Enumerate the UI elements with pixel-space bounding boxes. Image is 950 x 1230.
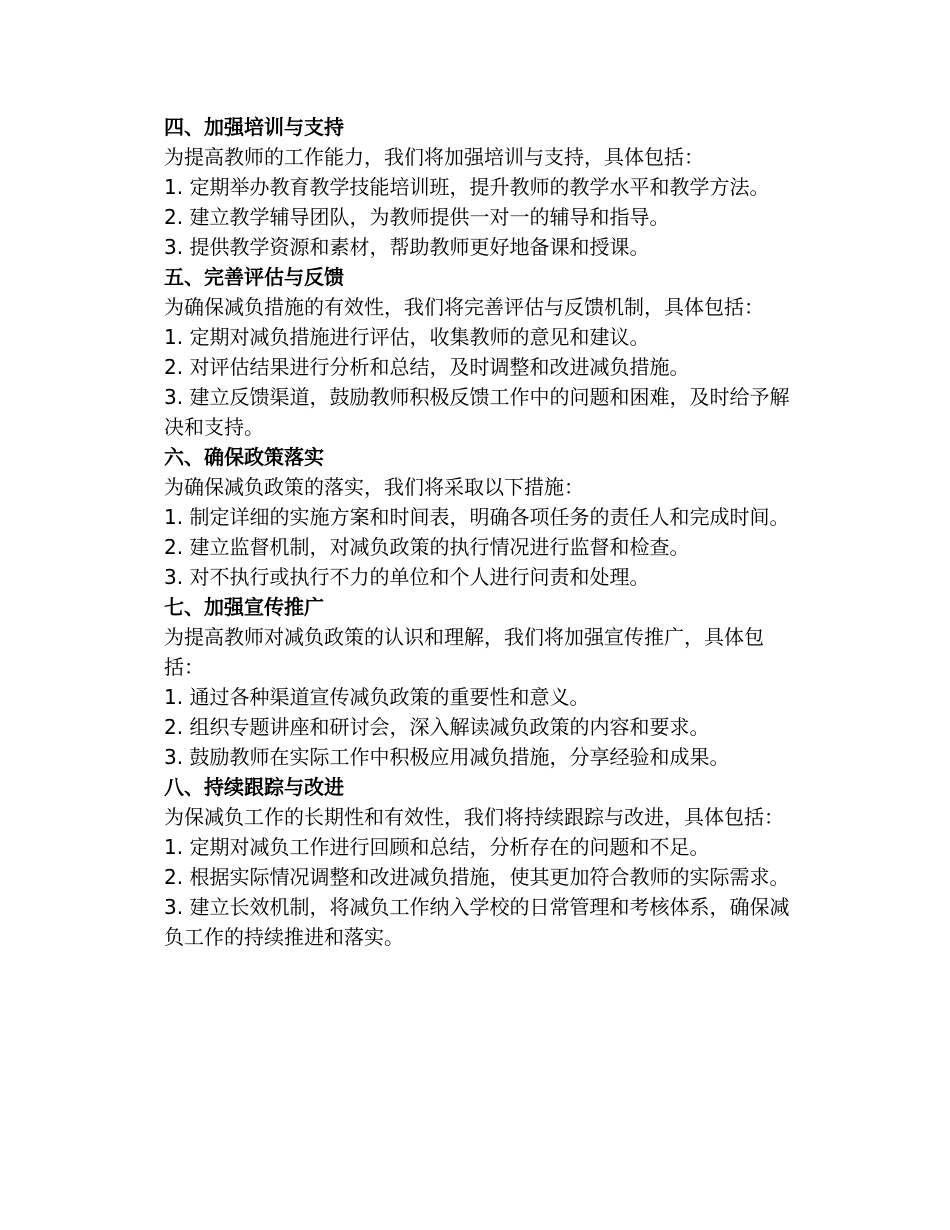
section-heading: 六、确保政策落实 — [164, 445, 324, 469]
section-heading: 七、加强宣传推广 — [164, 595, 324, 619]
list-item: 1. 通过各种渠道宣传减负政策的重要性和意义。 — [164, 685, 590, 709]
section-heading: 四、加强培训与支持 — [164, 115, 344, 139]
section-evaluation — [164, 262, 794, 442]
list-item: 3. 对不执行或执行不力的单位和个人进行问责和处理。 — [164, 565, 650, 589]
section-tracking — [164, 772, 794, 952]
list-item: 2. 对评估结果进行分析和总结，及时调整和改进减负措施。 — [164, 355, 690, 379]
list-item: 1. 制定详细的实施方案和时间表，明确各项任务的责任人和完成时间。 — [164, 505, 790, 529]
document-page — [164, 112, 794, 952]
section-intro: 为确保减负措施的有效性，我们将完善评估与反馈机制，具体包括： — [164, 295, 764, 319]
section-publicity — [164, 592, 794, 772]
section-intro: 为提高教师的工作能力，我们将加强培训与支持，具体包括： — [164, 145, 704, 169]
list-item: 3. 建立长效机制，将减负工作纳入学校的日常管理和考核体系，确保减负工作的持续推进和落实。 — [164, 895, 790, 949]
section-policy — [164, 442, 794, 592]
section-heading: 五、完善评估与反馈 — [164, 265, 344, 289]
list-item: 2. 建立监督机制，对减负政策的执行情况进行监督和检查。 — [164, 535, 690, 559]
list-item: 2. 建立教学辅导团队，为教师提供一对一的辅导和指导。 — [164, 205, 670, 229]
section-intro: 为提高教师对减负政策的认识和理解，我们将加强宣传推广，具体包括： — [164, 625, 764, 679]
list-item: 2. 根据实际情况调整和改进减负措施，使其更加符合教师的实际需求。 — [164, 865, 790, 889]
list-item: 3. 提供教学资源和素材，帮助教师更好地备课和授课。 — [164, 235, 650, 259]
list-item: 1. 定期举办教育教学技能培训班，提升教师的教学水平和教学方法。 — [164, 175, 770, 199]
list-item: 2. 组织专题讲座和研讨会，深入解读减负政策的内容和要求。 — [164, 715, 710, 739]
section-intro: 为确保减负政策的落实，我们将采取以下措施： — [164, 475, 584, 499]
list-item: 1. 定期对减负工作进行回顾和总结，分析存在的问题和不足。 — [164, 835, 710, 859]
list-item: 1. 定期对减负措施进行评估，收集教师的意见和建议。 — [164, 325, 650, 349]
list-item: 3. 鼓励教师在实际工作中积极应用减负措施，分享经验和成果。 — [164, 745, 730, 769]
section-heading: 八、持续跟踪与改进 — [164, 775, 344, 799]
list-item: 3. 建立反馈渠道，鼓励教师积极反馈工作中的问题和困难，及时给予解决和支持。 — [164, 385, 790, 439]
section-intro: 为保减负工作的长期性和有效性，我们将持续跟踪与改进，具体包括： — [164, 805, 784, 829]
section-training — [164, 112, 794, 262]
